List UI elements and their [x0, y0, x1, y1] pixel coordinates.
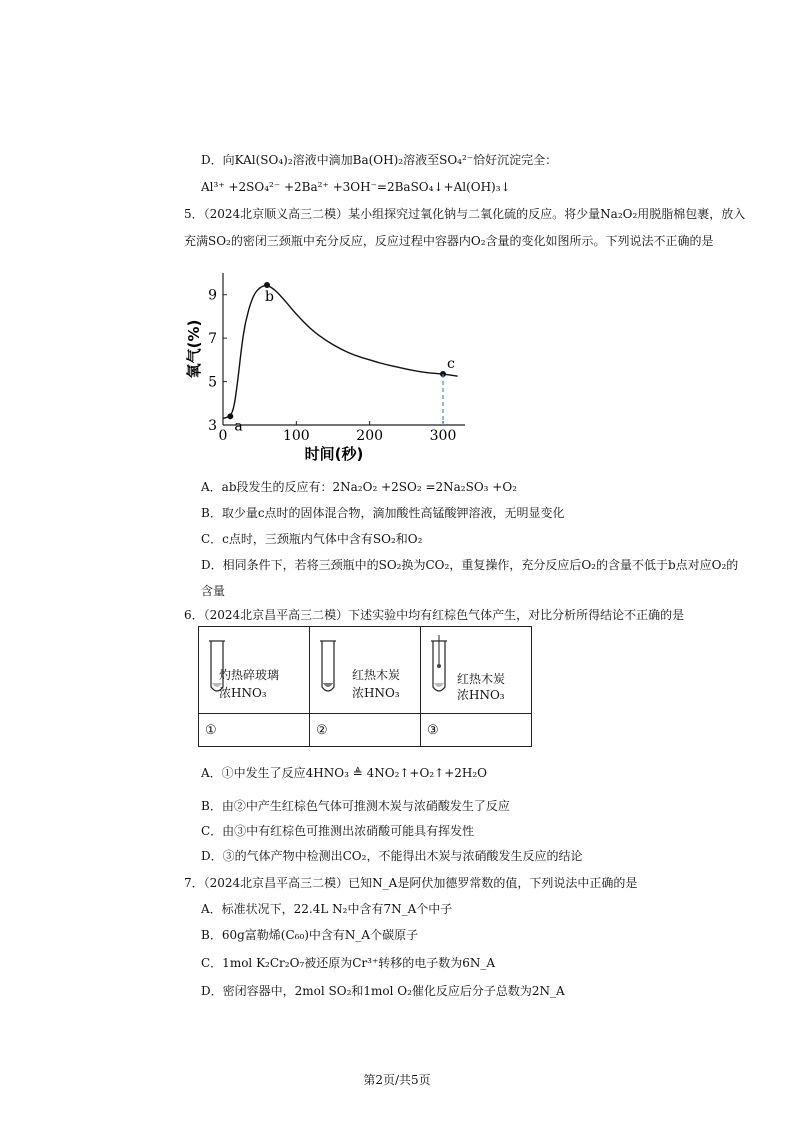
q5-option-c: C．c点时，三颈瓶内气体中含有SO₂和O₂ [201, 532, 423, 546]
experiment-2-label: ② [310, 714, 421, 747]
point-b [264, 282, 270, 288]
q5-option-b: B．取少量c点时的固体混合物，滴加酸性高锰酸钾溶液，无明显变化 [201, 506, 565, 520]
oxygen-curve [223, 286, 458, 419]
q7-option-b: B．60g富勒烯(C₆₀)中含有N_A个碳原子 [201, 928, 419, 942]
q7-stem: 7．（2024北京昌平高三二模）已知N_A是阿伏加德罗常数的值，下列说法中正确的是 [184, 876, 638, 890]
q5-stem-line1: 5．（2024北京顺义高三二模）某小组探究过氧化钠与二氧化硫的反应。将少量Na₂O₂用脱脂棉包裹，放入 [184, 207, 746, 221]
experiment-1-solid: 灼热碎玻璃 [219, 668, 280, 682]
experiment-3-label: ③ [421, 714, 532, 747]
q7-option-d: D．密闭容器中，2mol SO₂和1mol O₂催化反应后分子总数为2N_A [201, 984, 565, 998]
experiment-2-figure [310, 627, 421, 714]
y-tick-label: 7 [208, 331, 217, 348]
q7-option-a: A．标准状况下，22.4L N₂中含有7N_A个中子 [201, 902, 453, 916]
experiment-3-solid: 红热木炭 [457, 672, 506, 686]
test-tube-icon [429, 635, 449, 699]
q4-option-d: D．向KAl(SO₄)₂溶液中滴加Ba(OH)₂溶液至SO₄²⁻恰好沉淀完全： [201, 153, 558, 167]
q6-option-d: D．③的气体产物中检测出CO₂，不能得出木炭与浓硝酸发生反应的结论 [201, 849, 583, 863]
point-a [227, 413, 233, 419]
experiment-1-acid: 浓HNO₃ [219, 686, 267, 700]
experiment-1-label: ① [199, 714, 310, 747]
x-tick-label: 0 [218, 428, 228, 444]
q6-option-b: B．由②中产生红棕色气体可推测木炭与浓硝酸发生了反应 [201, 799, 510, 813]
y-tick-label: 9 [208, 287, 217, 304]
y-tick-label: 3 [208, 418, 217, 434]
point-label-b: b [265, 288, 274, 305]
q4-option-d-equation: Al³⁺ +2SO₄²⁻ +2Ba²⁺ +3OH⁻=2BaSO₄↓+Al(OH)₃↓ [201, 180, 511, 194]
q5-option-d: D．相同条件下，若将三颈瓶中的SO₂换为CO₂，重复操作，充分反应后O₂的含量不低于b点对应O₂的 [201, 558, 739, 572]
experiment-2-solid: 红热木炭 [352, 668, 401, 682]
experiment-3-figure [421, 627, 532, 714]
q5-option-d-cont: 含量 [201, 584, 226, 598]
y-tick-label: 5 [208, 374, 217, 391]
point-label-c: c [447, 355, 455, 372]
q6-option-c: C．由③中有红棕色可推测出浓硝酸可能具有挥发性 [201, 824, 475, 838]
q7-option-c: C．1mol K₂Cr₂O₇被还原为Cr³⁺转移的电子数为6N_A [201, 956, 496, 970]
point-label-a: a [234, 418, 243, 435]
q5-stem-line2: 充满SO₂的密闭三颈瓶中充分反应，反应过程中容器内O₂含量的变化如图所示。下列说法不正确的是 [184, 234, 714, 248]
experiment-2-acid: 浓HNO₃ [352, 686, 400, 700]
x-tick-label: 200 [356, 428, 384, 444]
oxygen-content-chart [180, 265, 480, 465]
y-axis-label: 氧气(%) [185, 319, 203, 379]
experiment-1-figure [199, 627, 310, 714]
x-axis-label: 时间(秒) [304, 445, 364, 463]
test-tube-icon [318, 639, 338, 699]
q6-option-a: A．①中发生了反应4HNO₃ ≜ 4NO₂↑+O₂↑+2H₂O [201, 766, 487, 780]
x-tick-label: 100 [282, 428, 310, 444]
q5-option-a: A．ab段发生的反应有：2Na₂O₂ +2SO₂ =2Na₂SO₃ +O₂ [201, 480, 517, 494]
page-footer: 第2页/共5页 [363, 1073, 431, 1087]
experiment-3-acid: 浓HNO₃ [457, 688, 505, 702]
x-tick-label: 300 [429, 428, 457, 444]
experiment-table [198, 626, 532, 747]
q6-stem: 6．（2024北京昌平高三二模）下述实验中均有红棕色气体产生，对比分析所得结论不正确的是 [184, 608, 685, 622]
